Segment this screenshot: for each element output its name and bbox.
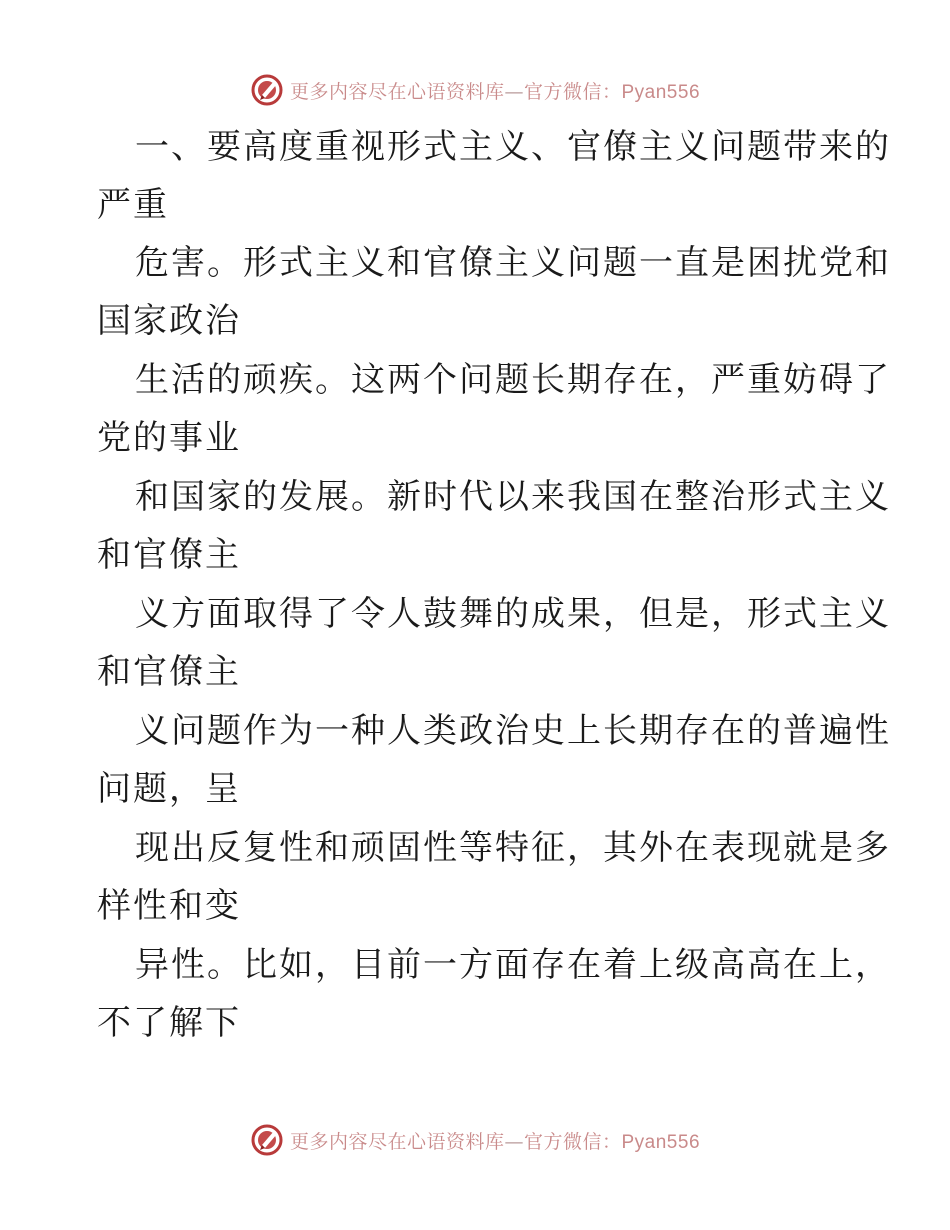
paragraph-line: 义方面取得了令人鼓舞的成果，但是，形式主义	[135, 594, 891, 634]
footer-banner-contact-label: 官方微信：	[523, 1130, 622, 1153]
paragraph-line: 和国家的发展。新时代以来我国在整治形式主义	[135, 477, 891, 517]
paragraph-line: 不了解下	[97, 1003, 241, 1043]
paragraph-line: 现出反复性和顽固性等特征，其外在表现就是多	[135, 828, 891, 868]
header-banner-contact-id: Pyan556	[621, 81, 701, 103]
header-banner-separator: —	[504, 80, 524, 103]
seal-pen-logo-icon	[250, 73, 284, 107]
paragraph-line: 义问题作为一种人类政治史上长期存在的普遍性	[135, 711, 891, 751]
paragraph-line: 生活的顽疾。这两个问题长期存在，严重妨碍了	[135, 360, 891, 400]
footer-banner-title: 更多内容尽在心语资料库	[289, 1130, 505, 1153]
footer-banner-text	[290, 1127, 700, 1154]
footer-banner-contact-id: Pyan556	[621, 1131, 701, 1153]
header-banner-text	[290, 77, 700, 104]
paragraph-line: 严重	[97, 185, 169, 225]
paragraph-line: 和官僚主	[97, 652, 241, 692]
paragraph-line: 危害。形式主义和官僚主义问题一直是困扰党和	[135, 243, 891, 283]
paragraph-line: 一、要高度重视形式主义、官僚主义问题带来的	[135, 127, 891, 167]
header-banner-title: 更多内容尽在心语资料库	[289, 80, 505, 103]
paragraph-line: 问题，呈	[97, 769, 241, 809]
header-banner	[0, 70, 950, 110]
paragraph-line: 异性。比如，目前一方面存在着上级高高在上，	[135, 945, 891, 985]
paragraph-line: 党的事业	[97, 418, 241, 458]
paragraph-line: 国家政治	[97, 301, 241, 341]
footer-banner-separator: —	[504, 1130, 524, 1153]
header-banner-contact-label: 官方微信：	[523, 80, 622, 103]
paragraph-line: 样性和变	[97, 886, 241, 926]
footer-banner	[0, 1120, 950, 1160]
seal-pen-logo-icon	[250, 1123, 284, 1157]
paragraph-line: 和官僚主	[97, 535, 241, 575]
